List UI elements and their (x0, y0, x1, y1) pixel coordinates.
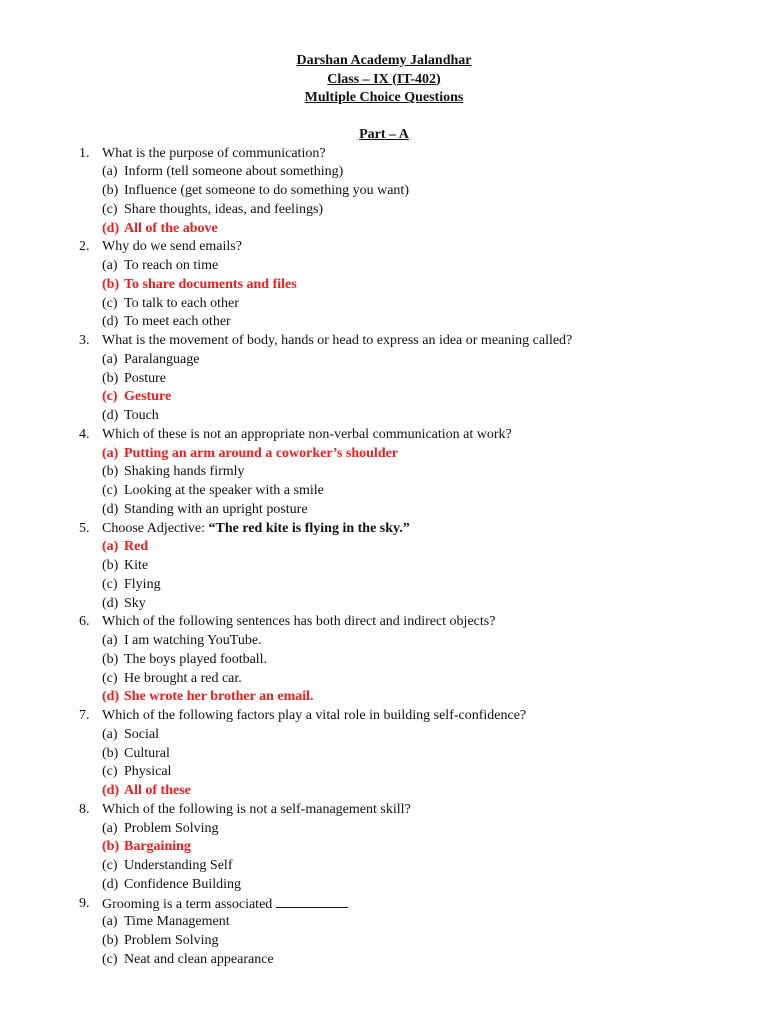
option (0, 670, 768, 689)
question-text: Which of the following factors play a vital role in building self-confidence? (102, 708, 527, 723)
option-text: Share thoughts, ideas, and feelings) (124, 201, 324, 217)
option-letter: (a) (102, 726, 118, 742)
question-line (0, 707, 768, 726)
question-line (0, 895, 768, 914)
option-text: Bargaining (124, 839, 191, 855)
option-letter: (d) (102, 689, 120, 705)
question-text-wrap (102, 707, 526, 726)
question-line (0, 238, 768, 257)
option-text: Putting an arm around a coworker’s shoulder (124, 445, 399, 461)
option-text: Neat and clean appearance (124, 951, 274, 967)
correct-option (0, 388, 768, 407)
option-text: I am watching YouTube. (124, 633, 262, 648)
option-letter: (d) (102, 595, 119, 611)
option-text: Influence (get someone to do something you want) (124, 183, 409, 198)
option (0, 163, 768, 182)
question-text: Choose Adjective: (102, 520, 209, 536)
question-text: Grooming is a term associated (102, 896, 273, 912)
question-text: Which of these is not an appropriate non-verbal communication at work? (102, 426, 512, 442)
option-letter: (d) (102, 220, 120, 236)
question-text-wrap (102, 238, 242, 257)
option-text: Confidence Building (124, 876, 242, 892)
option-text: Touch (124, 408, 159, 423)
question-text: Why do we send emails? (102, 239, 242, 255)
question-line (0, 801, 768, 820)
question-text-wrap (102, 145, 326, 164)
question-number: 2. (79, 239, 90, 255)
question-number: 1. (79, 145, 90, 161)
option-text: Social (124, 726, 159, 742)
option-text: Paralanguage (124, 351, 200, 367)
option (0, 951, 768, 970)
correct-option (0, 445, 768, 464)
option (0, 857, 768, 876)
option-text: All of the above (124, 220, 218, 236)
option (0, 557, 768, 576)
option-letter: (d) (102, 314, 119, 330)
option (0, 351, 768, 370)
option-letter: (a) (102, 258, 118, 273)
question-text-wrap (102, 613, 495, 632)
option-text: Sky (124, 595, 146, 611)
option (0, 595, 768, 614)
question-text: What is the purpose of communication? (102, 145, 326, 161)
option-text: Gesture (124, 389, 172, 405)
question-list (0, 145, 768, 970)
question-item (0, 707, 768, 801)
question-number: 9. (79, 895, 90, 911)
option-text: Red (124, 539, 149, 555)
option (0, 932, 768, 951)
question-text-wrap (102, 520, 410, 539)
option-text: To meet each other (124, 314, 231, 330)
option-text: Cultural (124, 745, 170, 761)
option-letter: (c) (102, 951, 118, 967)
option-letter: (c) (102, 201, 118, 217)
option (0, 913, 768, 932)
option-text: Problem Solving (124, 820, 219, 836)
question-text-wrap (102, 895, 348, 915)
option-letter: (b) (102, 276, 120, 292)
option-letter: (c) (102, 858, 118, 873)
question-item (0, 238, 768, 332)
question-line (0, 613, 768, 632)
option-letter: (d) (102, 783, 120, 798)
question-line (0, 332, 768, 351)
option-text: To share documents and files (124, 276, 297, 292)
document-title: Multiple Choice Questions (304, 90, 464, 105)
option-text: He brought a red car. (124, 670, 242, 686)
option-text: All of these (124, 783, 191, 798)
option-letter: (a) (102, 820, 118, 836)
option-text: To talk to each other (124, 295, 239, 311)
question-item (0, 895, 768, 970)
question-line (0, 145, 768, 164)
option-letter: (a) (102, 445, 119, 461)
option-letter: (a) (102, 914, 118, 930)
option-text: Understanding Self (124, 858, 233, 873)
option (0, 482, 768, 501)
option (0, 632, 768, 651)
question-text: Which of the following is not a self-management skill? (102, 801, 411, 817)
class-name: Class – IX (IT-402) (327, 71, 441, 87)
option-letter: (c) (102, 483, 118, 498)
option-letter: (b) (102, 558, 119, 573)
option (0, 501, 768, 520)
option-letter: (c) (102, 576, 118, 592)
question-text-wrap (102, 801, 411, 820)
option (0, 820, 768, 839)
option-letter: (b) (102, 370, 119, 386)
option-letter: (b) (102, 464, 119, 480)
option (0, 407, 768, 426)
question-emphasis: “The red kite is flying in the sky.” (208, 520, 410, 536)
option-letter: (a) (102, 164, 118, 180)
option (0, 182, 768, 201)
option (0, 576, 768, 595)
option-text: Posture (124, 370, 166, 386)
correct-option (0, 782, 768, 801)
option (0, 370, 768, 389)
option-letter: (b) (102, 933, 119, 948)
question-item (0, 801, 768, 895)
option-letter: (c) (102, 764, 118, 780)
correct-option (0, 220, 768, 239)
question-item (0, 332, 768, 426)
option-text: Shaking hands firmly (124, 464, 245, 480)
option-text: She wrote her brother an email. (124, 689, 314, 705)
option-text: The boys played football. (124, 651, 268, 667)
option-letter: (b) (102, 839, 120, 855)
option (0, 745, 768, 764)
question-text: What is the movement of body, hands or head to express an idea or meaning called? (102, 333, 573, 348)
option-letter: (a) (102, 351, 118, 367)
option-text: Time Management (124, 914, 230, 930)
question-number: 8. (79, 801, 90, 817)
option-text: Physical (124, 764, 172, 780)
question-text: Which of the following sentences has both direct and indirect objects? (102, 614, 496, 630)
correct-option (0, 838, 768, 857)
option-text: Kite (124, 558, 149, 573)
option (0, 876, 768, 895)
option (0, 651, 768, 670)
question-number: 3. (79, 333, 90, 348)
option-text: Inform (tell someone about something) (124, 164, 344, 180)
option-letter: (a) (102, 633, 118, 648)
correct-option (0, 538, 768, 557)
correct-option (0, 688, 768, 707)
option-letter: (d) (102, 876, 119, 892)
option-letter: (c) (102, 295, 118, 311)
option-letter: (c) (102, 670, 118, 686)
option (0, 295, 768, 314)
option (0, 201, 768, 220)
question-number: 6. (79, 614, 90, 630)
option-letter: (b) (102, 183, 119, 198)
option-letter: (c) (102, 389, 118, 405)
option-letter: (d) (102, 408, 119, 423)
question-text-wrap (102, 426, 512, 445)
question-item (0, 145, 768, 239)
question-number: 4. (79, 426, 90, 442)
question-line (0, 426, 768, 445)
fill-in-blank (276, 895, 348, 908)
question-item (0, 426, 768, 520)
option-text: Problem Solving (124, 933, 219, 948)
option-text: Standing with an upright posture (124, 501, 308, 517)
question-item (0, 613, 768, 707)
option (0, 313, 768, 332)
school-name: Darshan Academy Jalandhar (296, 53, 472, 68)
correct-option (0, 276, 768, 295)
question-text-wrap (102, 332, 572, 351)
option-text: To reach on time (124, 258, 219, 273)
question-number: 5. (79, 520, 90, 536)
option (0, 726, 768, 745)
question-line (0, 520, 768, 539)
option (0, 257, 768, 276)
part-title: Part – A (359, 127, 409, 142)
document-header (0, 52, 768, 108)
option (0, 463, 768, 482)
option-letter: (b) (102, 651, 119, 667)
question-item (0, 520, 768, 614)
option-letter: (d) (102, 501, 119, 517)
question-number: 7. (79, 708, 90, 723)
option-letter: (b) (102, 745, 119, 761)
option-letter: (a) (102, 539, 119, 555)
option-text: Looking at the speaker with a smile (124, 483, 324, 498)
option-text: Flying (124, 576, 161, 592)
option (0, 763, 768, 782)
